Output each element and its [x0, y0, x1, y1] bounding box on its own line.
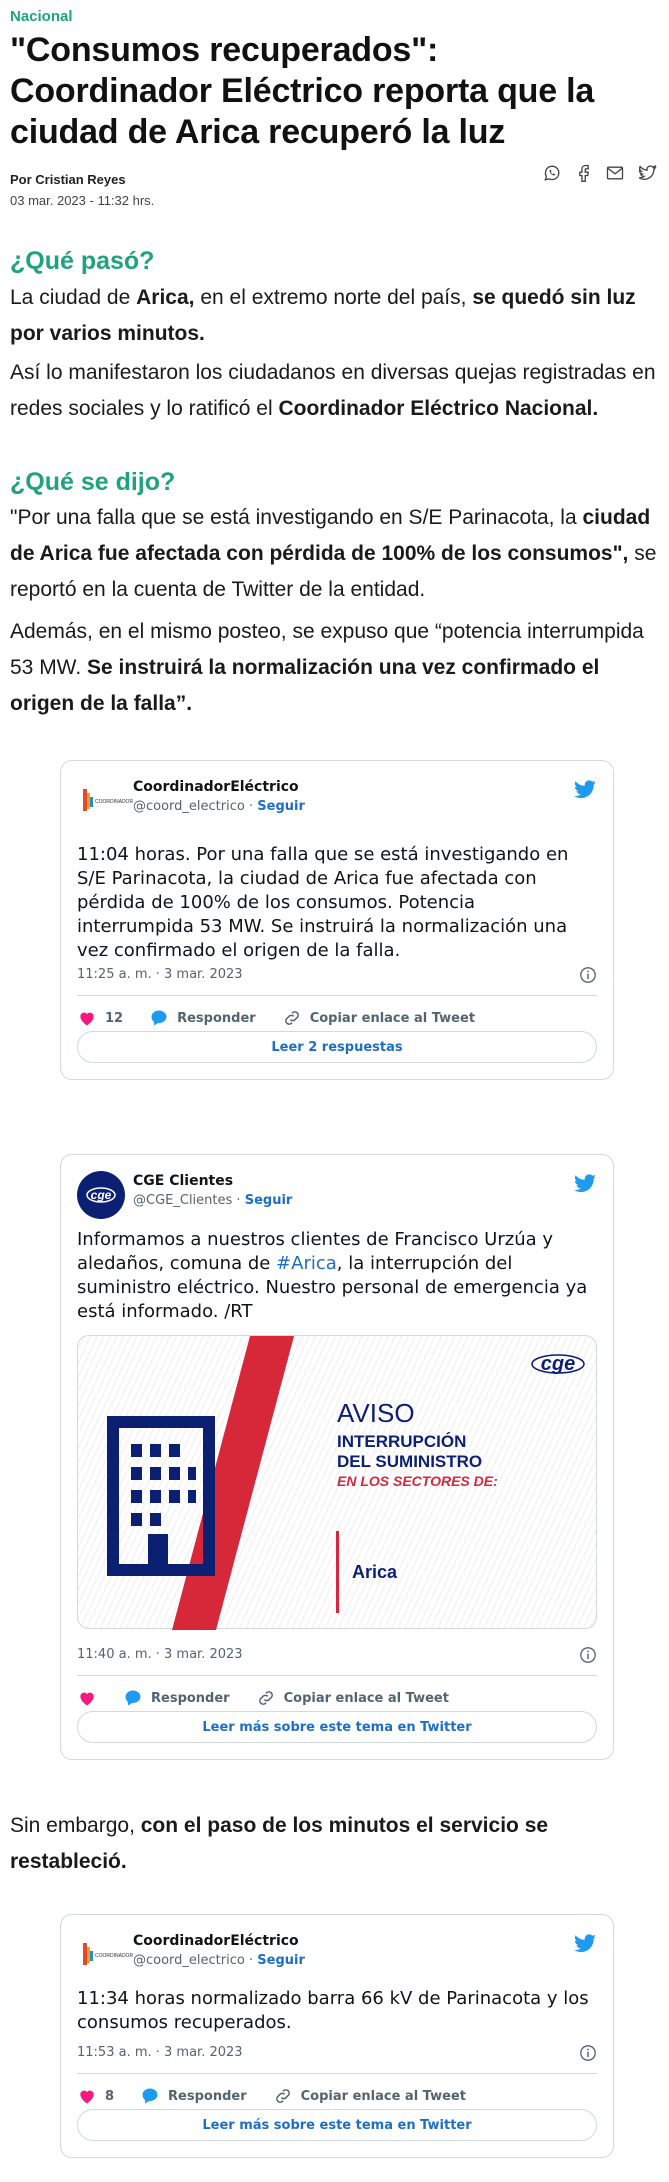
- tweet-text: 11:04 horas. Por una falla que se está investigando en S/E Parinacota, la ciudad de Arica fue afectada con pérdida de 100% de los consumos. Potencia interrumpida 53 MW. Se instruirá la normalización una vez confirmado el origen de la falla.: [77, 844, 569, 961]
- reply-button[interactable]: Responder: [123, 1688, 230, 1708]
- svg-text:COORDINADOR: COORDINADOR: [95, 1953, 134, 1959]
- embedded-tweet-2[interactable]: [60, 1154, 614, 1760]
- read-replies-button[interactable]: Leer 2 respuestas: [77, 1031, 597, 1063]
- whatsapp-icon: [542, 163, 562, 183]
- divider: [77, 1675, 597, 1676]
- info-icon[interactable]: [579, 1646, 597, 1664]
- info-icon[interactable]: [579, 2044, 597, 2062]
- like-button[interactable]: [77, 2086, 114, 2106]
- info-icon[interactable]: [579, 966, 597, 984]
- svg-text:INTERRUPCIÓN: INTERRUPCIÓN: [337, 1432, 467, 1451]
- copy-link-button[interactable]: Copiar enlace al Tweet: [256, 1688, 449, 1708]
- divider: [77, 995, 597, 996]
- tweet-text: Informamos a nuestros clientes de Francisco Urzúa y aledaños, comuna de #Arica, la interrupción del suministro eléctrico. Nuestro personal de emergencia ya está informado. /RT: [77, 1229, 588, 1322]
- tweet-author-name[interactable]: CoordinadorEléctrico: [133, 1933, 299, 1949]
- twitter-bird-icon[interactable]: [573, 777, 597, 801]
- tweet-author-handle[interactable]: @coord_electrico · Seguir: [133, 799, 305, 814]
- tweet-author-handle[interactable]: @CGE_Clientes · Seguir: [133, 1193, 293, 1208]
- tweet-author-handle[interactable]: @coord_electrico · Seguir: [133, 1953, 305, 1968]
- tweet-text: 11:34 horas normalizado barra 66 kV de Parinacota y los consumos recuperados.: [77, 1988, 589, 2033]
- like-count: 12: [105, 1010, 124, 1026]
- like-button[interactable]: [77, 1688, 97, 1708]
- svg-text:Arica: Arica: [352, 1562, 398, 1582]
- embedded-tweet-3[interactable]: [60, 1914, 614, 2158]
- follow-button[interactable]: Seguir: [257, 1953, 305, 1968]
- svg-text:EN LOS SECTORES DE:: EN LOS SECTORES DE:: [337, 1473, 498, 1489]
- facebook-share-button[interactable]: [573, 162, 595, 184]
- like-count: 8: [105, 2088, 115, 2104]
- coordinador-logo-icon: [77, 777, 134, 825]
- section-heading-que-paso: ¿Qué pasó?: [10, 247, 155, 275]
- heart-icon: [77, 1688, 97, 1708]
- mail-share-button[interactable]: [604, 162, 626, 184]
- follow-button[interactable]: Seguir: [257, 799, 305, 814]
- reply-button[interactable]: Responder: [140, 2086, 247, 2106]
- facebook-icon: [574, 163, 594, 183]
- reply-button[interactable]: Responder: [149, 1008, 256, 1028]
- svg-text:AVISO: AVISO: [337, 1398, 415, 1428]
- link-icon: [256, 1688, 276, 1708]
- embedded-tweet-1[interactable]: [60, 760, 614, 1080]
- twitter-share-button[interactable]: [636, 162, 658, 184]
- tweet-timestamp[interactable]: 11:53 a. m. · 3 mar. 2023: [77, 2045, 243, 2060]
- svg-text:DEL SUMINISTRO: DEL SUMINISTRO: [337, 1452, 483, 1471]
- tweet-timestamp[interactable]: 11:40 a. m. · 3 mar. 2023: [77, 1647, 243, 1662]
- read-more-button[interactable]: Leer más sobre este tema en Twitter: [77, 2109, 597, 2141]
- reply-bubble-icon: [123, 1688, 143, 1708]
- link-icon: [282, 1008, 302, 1028]
- read-more-button[interactable]: Leer más sobre este tema en Twitter: [77, 1711, 597, 1743]
- paragraph-que-paso-2: Así lo manifestaron los ciudadanos en diversas quejas registradas en redes sociales y lo ratificó el Coordinador Eléctrico Nacional.: [10, 361, 656, 420]
- divider: [77, 2073, 597, 2074]
- copy-link-button[interactable]: Copiar enlace al Tweet: [282, 1008, 475, 1028]
- link-icon: [273, 2086, 293, 2106]
- avatar[interactable]: [77, 1171, 125, 1219]
- copy-link-button[interactable]: Copiar enlace al Tweet: [273, 2086, 466, 2106]
- heart-icon: [77, 2086, 97, 2106]
- coordinador-logo-icon: [77, 1931, 134, 1979]
- twitter-bird-icon[interactable]: [573, 1931, 597, 1955]
- follow-button[interactable]: Seguir: [244, 1193, 293, 1208]
- publish-date: 03 mar. 2023 - 11:32 hrs.: [10, 193, 155, 208]
- hashtag-link[interactable]: #Arica: [276, 1253, 337, 1274]
- reply-bubble-icon: [149, 1008, 169, 1028]
- tweet-timestamp[interactable]: 11:25 a. m. · 3 mar. 2023: [77, 967, 243, 982]
- section-tag[interactable]: Nacional: [10, 8, 73, 25]
- author-byline: Por Cristian Reyes: [10, 172, 126, 187]
- svg-text:COORDINADOR: COORDINADOR: [95, 799, 134, 805]
- paragraph-que-se-dijo-2: Además, en el mismo posteo, se expuso que “potencia interrumpida 53 MW. Se instruirá la normalización una vez confirmado el origen de la falla”.: [10, 620, 644, 715]
- tweet-media-image[interactable]: [77, 1335, 597, 1629]
- like-button[interactable]: [77, 1008, 123, 1028]
- svg-text:cge: cge: [540, 1353, 576, 1375]
- tweet-actions: [77, 2084, 597, 2108]
- reply-bubble-icon: [140, 2086, 160, 2106]
- paragraph-que-paso-1: La ciudad de Arica, en el extremo norte del país, se quedó sin luz por varios minutos.: [10, 286, 636, 345]
- heart-icon: [77, 1008, 97, 1028]
- svg-text:cge: cge: [90, 1188, 112, 1202]
- section-heading-que-se-dijo: ¿Qué se dijo?: [10, 468, 176, 496]
- twitter-bird-icon[interactable]: [573, 1171, 597, 1195]
- tweet-actions: [77, 1686, 597, 1710]
- cge-logo-icon: [77, 1171, 125, 1219]
- paragraph-que-se-dijo-1: "Por una falla que se está investigando en S/E Parinacota, la ciudad de Arica fue afectada con pérdida de 100% de los consumos", se reportó en la cuenta de Twitter de la entidad.: [10, 506, 657, 601]
- aviso-graphic: [78, 1336, 598, 1630]
- paragraph-closing: Sin embargo, con el paso de los minutos el servicio se restableció.: [10, 1814, 549, 1873]
- twitter-icon: [637, 163, 657, 183]
- article-headline: "Consumos recuperados": Coordinador Eléctrico reporta que la ciudad de Arica recuperó la luz: [10, 31, 595, 151]
- mail-icon: [605, 163, 625, 183]
- tweet-author-name[interactable]: CoordinadorEléctrico: [133, 779, 299, 795]
- tweet-author-name[interactable]: CGE Clientes: [133, 1173, 234, 1189]
- tweet-actions: [77, 1006, 597, 1030]
- avatar[interactable]: [77, 777, 134, 825]
- whatsapp-share-button[interactable]: [541, 162, 563, 184]
- avatar[interactable]: [77, 1931, 134, 1979]
